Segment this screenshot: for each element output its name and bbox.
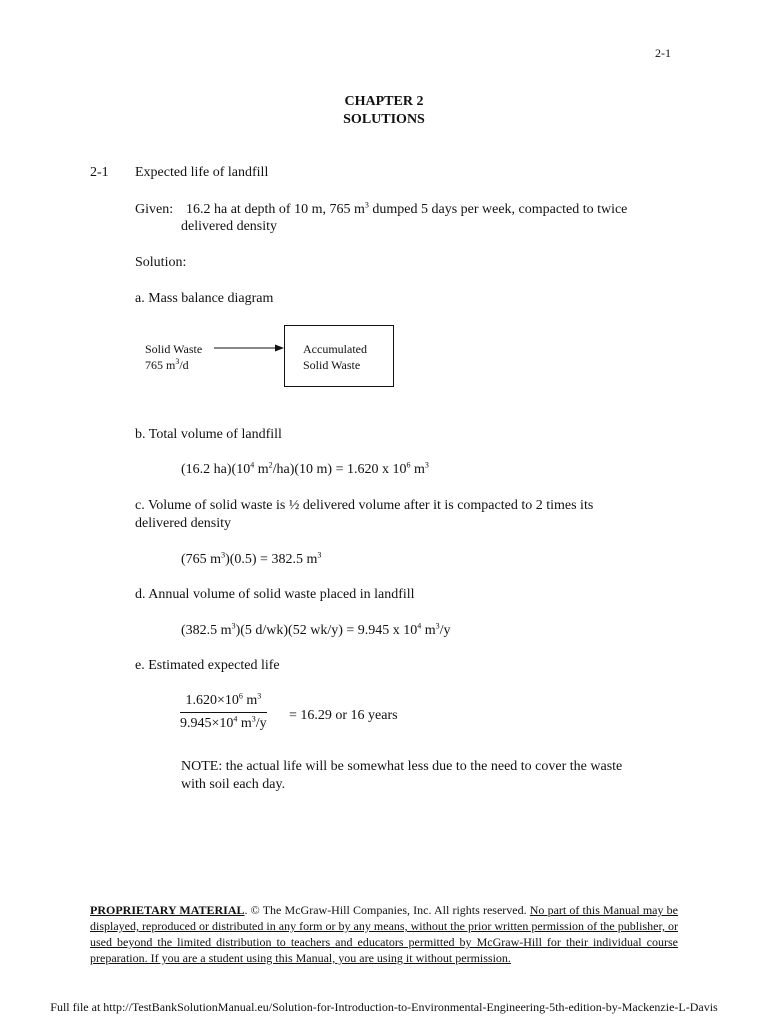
part-d-equation: (382.5 $m^3)(5$ d/wk)(52 wk/y) = 9.945 x $10^4$ $m^3/y$: [181, 621, 451, 638]
expected-life-fraction: [180, 693, 267, 732]
permission-notice: No part of this Manual may be displayed, reproduced or distributed in any form or by any means, without the prior written permission of the publisher, or used beyond the limited distribution to teachers and educators permitted by McGraw-Hill for their individual course preparation. If you are a student using this Manual, you are using it without permission.: [90, 903, 678, 965]
copyright-text: . © The McGraw-Hill Companies, Inc. All rights reserved.: [244, 903, 530, 917]
flow-arrow: [214, 342, 286, 354]
accumulated-waste-box: [284, 325, 394, 387]
proprietary-label: PROPRIETARY MATERIAL: [90, 903, 245, 917]
expected-life-result: = 16.29 or 16 years: [289, 708, 398, 723]
given-label: Given:: [135, 202, 174, 217]
footer-link[interactable]: Full file at http://TestBankSolutionManual.eu/Solution-for-Introduction-to-Environmental-Engineering-5th-edition-by-Mackenzie-L-Davis: [50, 1000, 718, 1014]
part-c-title-line-2: delivered density: [135, 516, 232, 531]
page-number: 2-1: [655, 46, 671, 60]
part-c-equation: (765 $m^3)(0.5) = 382.5$ $m^3$: [181, 550, 322, 567]
part-b-equation: (16.2 $ha)(10^4$ $m^2/ha)(10$ m) = 1.620 x $10^6$ $m^3$: [181, 460, 429, 477]
part-d-title: d. Annual volume of solid waste placed in landfill: [135, 587, 415, 602]
chapter-subtitle: SOLUTIONS: [343, 112, 425, 127]
box-line-2: Solid Waste: [303, 358, 361, 372]
part-e-title: e. Estimated expected life: [135, 658, 280, 673]
solution-label: Solution:: [135, 255, 187, 270]
part-a-title: a. Mass balance diagram: [135, 291, 274, 306]
problem-number: 2-1: [90, 165, 109, 180]
fraction-numerator: $1.620\times 10^6$ $m^3$: [180, 693, 267, 713]
diagram-input-label: Solid Waste: [145, 342, 203, 356]
proprietary-notice: [90, 902, 678, 966]
diagram-input-rate: 765 $m^3/d$: [145, 357, 189, 372]
given-line-2: delivered density: [181, 219, 278, 234]
fraction-denominator: $9.945\times 10^4$ $m^3/y$: [180, 714, 267, 731]
part-b-title: b. Total volume of landfill: [135, 427, 282, 442]
chapter-title: CHAPTER 2: [344, 94, 424, 109]
problem-title: Expected life of landfill: [135, 165, 269, 180]
given-line-1: 16.2 ha at depth of 10 m, 765 $m^3$ dumped 5 days per week, compacted to twice: [186, 200, 628, 217]
box-line-1: Accumulated: [303, 342, 367, 356]
note-line-1: NOTE: the actual life will be somewhat less due to the need to cover the waste: [181, 759, 623, 774]
note-line-2: with soil each day.: [181, 777, 286, 792]
part-c-title-line-1: c. Volume of solid waste is ½ delivered volume after it is compacted to 2 times its: [135, 498, 594, 513]
